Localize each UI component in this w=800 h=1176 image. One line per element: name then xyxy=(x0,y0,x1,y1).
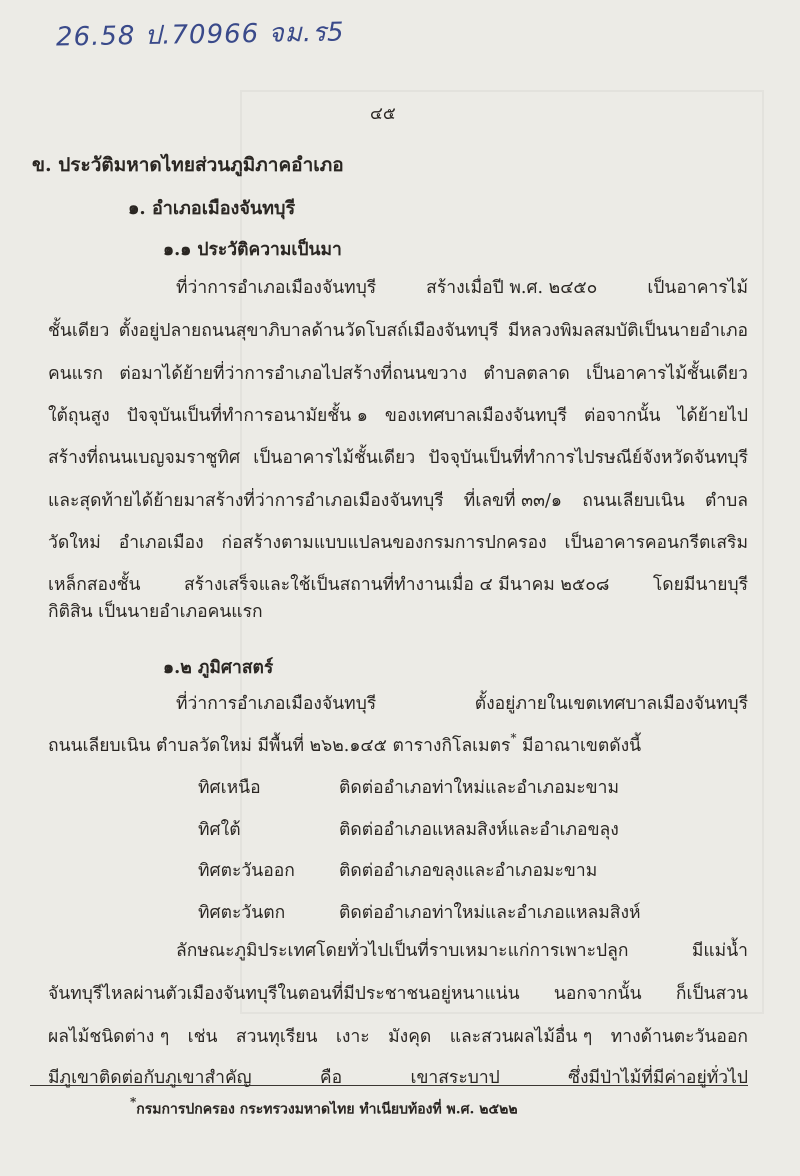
text-segment: เป็นอาคารไม้ชั้นเดียว xyxy=(253,448,416,468)
sub1-lines-line xyxy=(176,273,748,301)
footnote-marker: * xyxy=(130,1095,137,1109)
text-segment: เป็นอาคารคอนกรีตเสริม xyxy=(564,533,748,553)
boundary-adjacent: ติดต่ออำเภอท่าใหม่และอำเภอมะขาม xyxy=(339,778,619,798)
sub1-lines-line xyxy=(48,486,748,514)
text-segment: ของเทศบาลเมืองจันทบุรี xyxy=(384,406,567,426)
subsection-2-title: ๑.๒ ภูมิศาสตร์ xyxy=(163,658,274,678)
boundary-direction: ทิศตะวันตก xyxy=(198,903,286,923)
text-segment: สร้างที่ถนนเบญจมราชูทิศ xyxy=(48,448,241,468)
text-segment: สวนทุเรียน xyxy=(235,1027,318,1047)
text-segment: สร้างเมื่อปี พ.ศ. ๒๔๕๐ xyxy=(426,278,598,298)
text-segment: มังคุด xyxy=(388,1027,432,1047)
text-segment: มีแม่น้ำ xyxy=(691,941,748,961)
text-segment: เงาะ xyxy=(335,1027,370,1047)
boundary-adjacent: ติดต่ออำเภอท่าใหม่และอำเภอแหลมสิงห์ xyxy=(339,903,641,923)
footnote-text: กรมการปกครอง กระทรวงมหาดไทย ทำเนียบท้องที่ พ.ศ. ๒๕๒๒ xyxy=(136,1101,518,1118)
text-segment: ก็เป็นสวน xyxy=(675,984,748,1004)
text-segment: ถนนเลียบเนิน xyxy=(582,491,685,511)
boundary-adjacent: ติดต่ออำเภอแหลมสิงห์และอำเภอขลุง xyxy=(339,820,619,840)
boundary-direction: ทิศเหนือ xyxy=(198,778,261,798)
sub1-lines-line xyxy=(48,316,748,344)
text-segment: คือ xyxy=(319,1068,343,1088)
section-heading: ๑. อำเภอเมืองจันทบุรี xyxy=(128,198,296,219)
para-lines-line xyxy=(176,936,748,964)
text-segment: มีภูเขาติดต่อกับภูเขาสำคัญ xyxy=(48,1068,252,1088)
sub1-lines-line xyxy=(48,401,748,429)
text-segment: ผลไม้ชนิดต่าง ๆ xyxy=(48,1027,170,1047)
text-segment: ที่ว่าการอำเภอเมืองจันทบุรี xyxy=(176,278,377,298)
text-segment: เช่น xyxy=(187,1027,218,1047)
text-segment: โดยมีนายบุรี xyxy=(652,575,748,595)
text-segment: วัดใหม่ xyxy=(48,533,101,553)
text-segment: คนแรก xyxy=(48,364,103,384)
text-segment: ก่อสร้างตามแบบแปลนของกรมการปกครอง xyxy=(221,533,547,553)
text-segment: ทางด้านตะวันออก xyxy=(610,1027,748,1047)
sub1-lines-line xyxy=(48,570,748,598)
sub1-lines-line xyxy=(48,443,748,471)
handwritten-call-number: 26.58 ป.70966 จม.ร5 xyxy=(55,17,345,53)
subsection-1-title: ๑.๑ ประวัติความเป็นมา xyxy=(163,240,342,260)
geography-area-text: ถนนเลียบเนิน ตำบลวัดใหม่ มีพื้นที่ ๒๖๒.๑๔๕ ตารางกิโลเมตร xyxy=(48,736,511,756)
text-segment: ได้ย้ายไป xyxy=(677,406,748,426)
text-segment: เป็นอาคารไม้ชั้นเดียว xyxy=(586,364,748,384)
text-segment: นอกจากนั้น xyxy=(553,984,642,1004)
geography-line-1-part-1: ที่ว่าการอำเภอเมืองจันทบุรี xyxy=(176,694,377,714)
main-heading: ข. ประวัติมหาดไทยส่วนภูมิภาคอำเภอ xyxy=(32,154,344,176)
text-segment: ใต้ถุนสูง xyxy=(48,406,110,426)
footnote-divider xyxy=(30,1085,748,1086)
para-lines-line xyxy=(48,979,748,1007)
text-segment: ตั้งอยู่ปลายถนนสุขาภิบาลด้านวัดโบสถ์เมืองจันทบุรี xyxy=(118,321,499,341)
text-segment: เขาสระบาป xyxy=(410,1068,500,1088)
geography-line-1-part-2: ตั้งอยู่ภายในเขตเทศบาลเมืองจันทบุรี xyxy=(474,694,748,714)
history-last-line: กิติสิน เป็นนายอำเภอคนแรก xyxy=(48,602,263,622)
geography-line-1 xyxy=(176,689,748,717)
text-segment: ซึ่งมีป่าไม้ที่มีค่าอยู่ทั่วไป xyxy=(568,1068,748,1088)
para-lines-line xyxy=(48,1063,748,1091)
text-segment: ต่อจากนั้น xyxy=(584,406,661,426)
sub1-lines-line xyxy=(48,528,748,556)
sub1-lines-line xyxy=(48,359,748,387)
geography-boundary-intro: มีอาณาเขตดังนี้ xyxy=(516,736,642,756)
page-number: ๔๕ xyxy=(370,104,396,124)
text-segment: ลักษณะภูมิประเทศโดยทั่วไปเป็นที่ราบเหมาะแก่การเพาะปลูก xyxy=(176,941,629,961)
footnote xyxy=(130,1097,518,1121)
text-segment: เหล็กสองชั้น xyxy=(48,575,141,595)
boundary-direction: ทิศตะวันออก xyxy=(198,861,295,881)
text-segment: ตำบล xyxy=(704,491,748,511)
geography-line-2 xyxy=(48,731,641,759)
boundary-adjacent: ติดต่ออำเภอขลุงและอำเภอมะขาม xyxy=(339,861,598,881)
text-segment: เป็นอาคารไม้ xyxy=(647,278,748,298)
text-segment: และสุดท้ายได้ย้ายมาสร้างที่ว่าการอำเภอเมืองจันทบุรี xyxy=(48,491,444,511)
text-segment: ปัจจุบันเป็นที่ทำการอนามัยชั้น ๑ xyxy=(126,406,368,426)
para-lines-line xyxy=(48,1022,748,1050)
text-segment: อำเภอเมือง xyxy=(118,533,204,553)
text-segment: ชั้นเดียว xyxy=(48,321,110,341)
text-segment: จันทบุรีไหลผ่านตัวเมืองจันทบุรีในตอนที่มีประชาชนอยู่หนาแน่น xyxy=(48,984,520,1004)
boundary-direction: ทิศใต้ xyxy=(198,820,241,840)
text-segment: ต่อมาได้ย้ายที่ว่าการอำเภอไปสร้างที่ถนนขวาง xyxy=(119,364,468,384)
text-segment: ที่เลขที่ ๓๓/๑ xyxy=(463,491,563,511)
footnote-marker: * xyxy=(510,731,517,746)
text-segment: ตำบลตลาด xyxy=(483,364,570,384)
text-segment: ปัจจุบันเป็นที่ทำการไปรษณีย์จังหวัดจันทบุรี xyxy=(428,448,748,468)
text-segment: และสวนผลไม้อื่น ๆ xyxy=(449,1027,593,1047)
text-segment: มีหลวงพิมลสมบัติเป็นนายอำเภอ xyxy=(507,321,748,341)
text-segment: สร้างเสร็จและใช้เป็นสถานที่ทำงานเมื่อ ๔ มีนาคม ๒๕๐๘ xyxy=(183,575,610,595)
